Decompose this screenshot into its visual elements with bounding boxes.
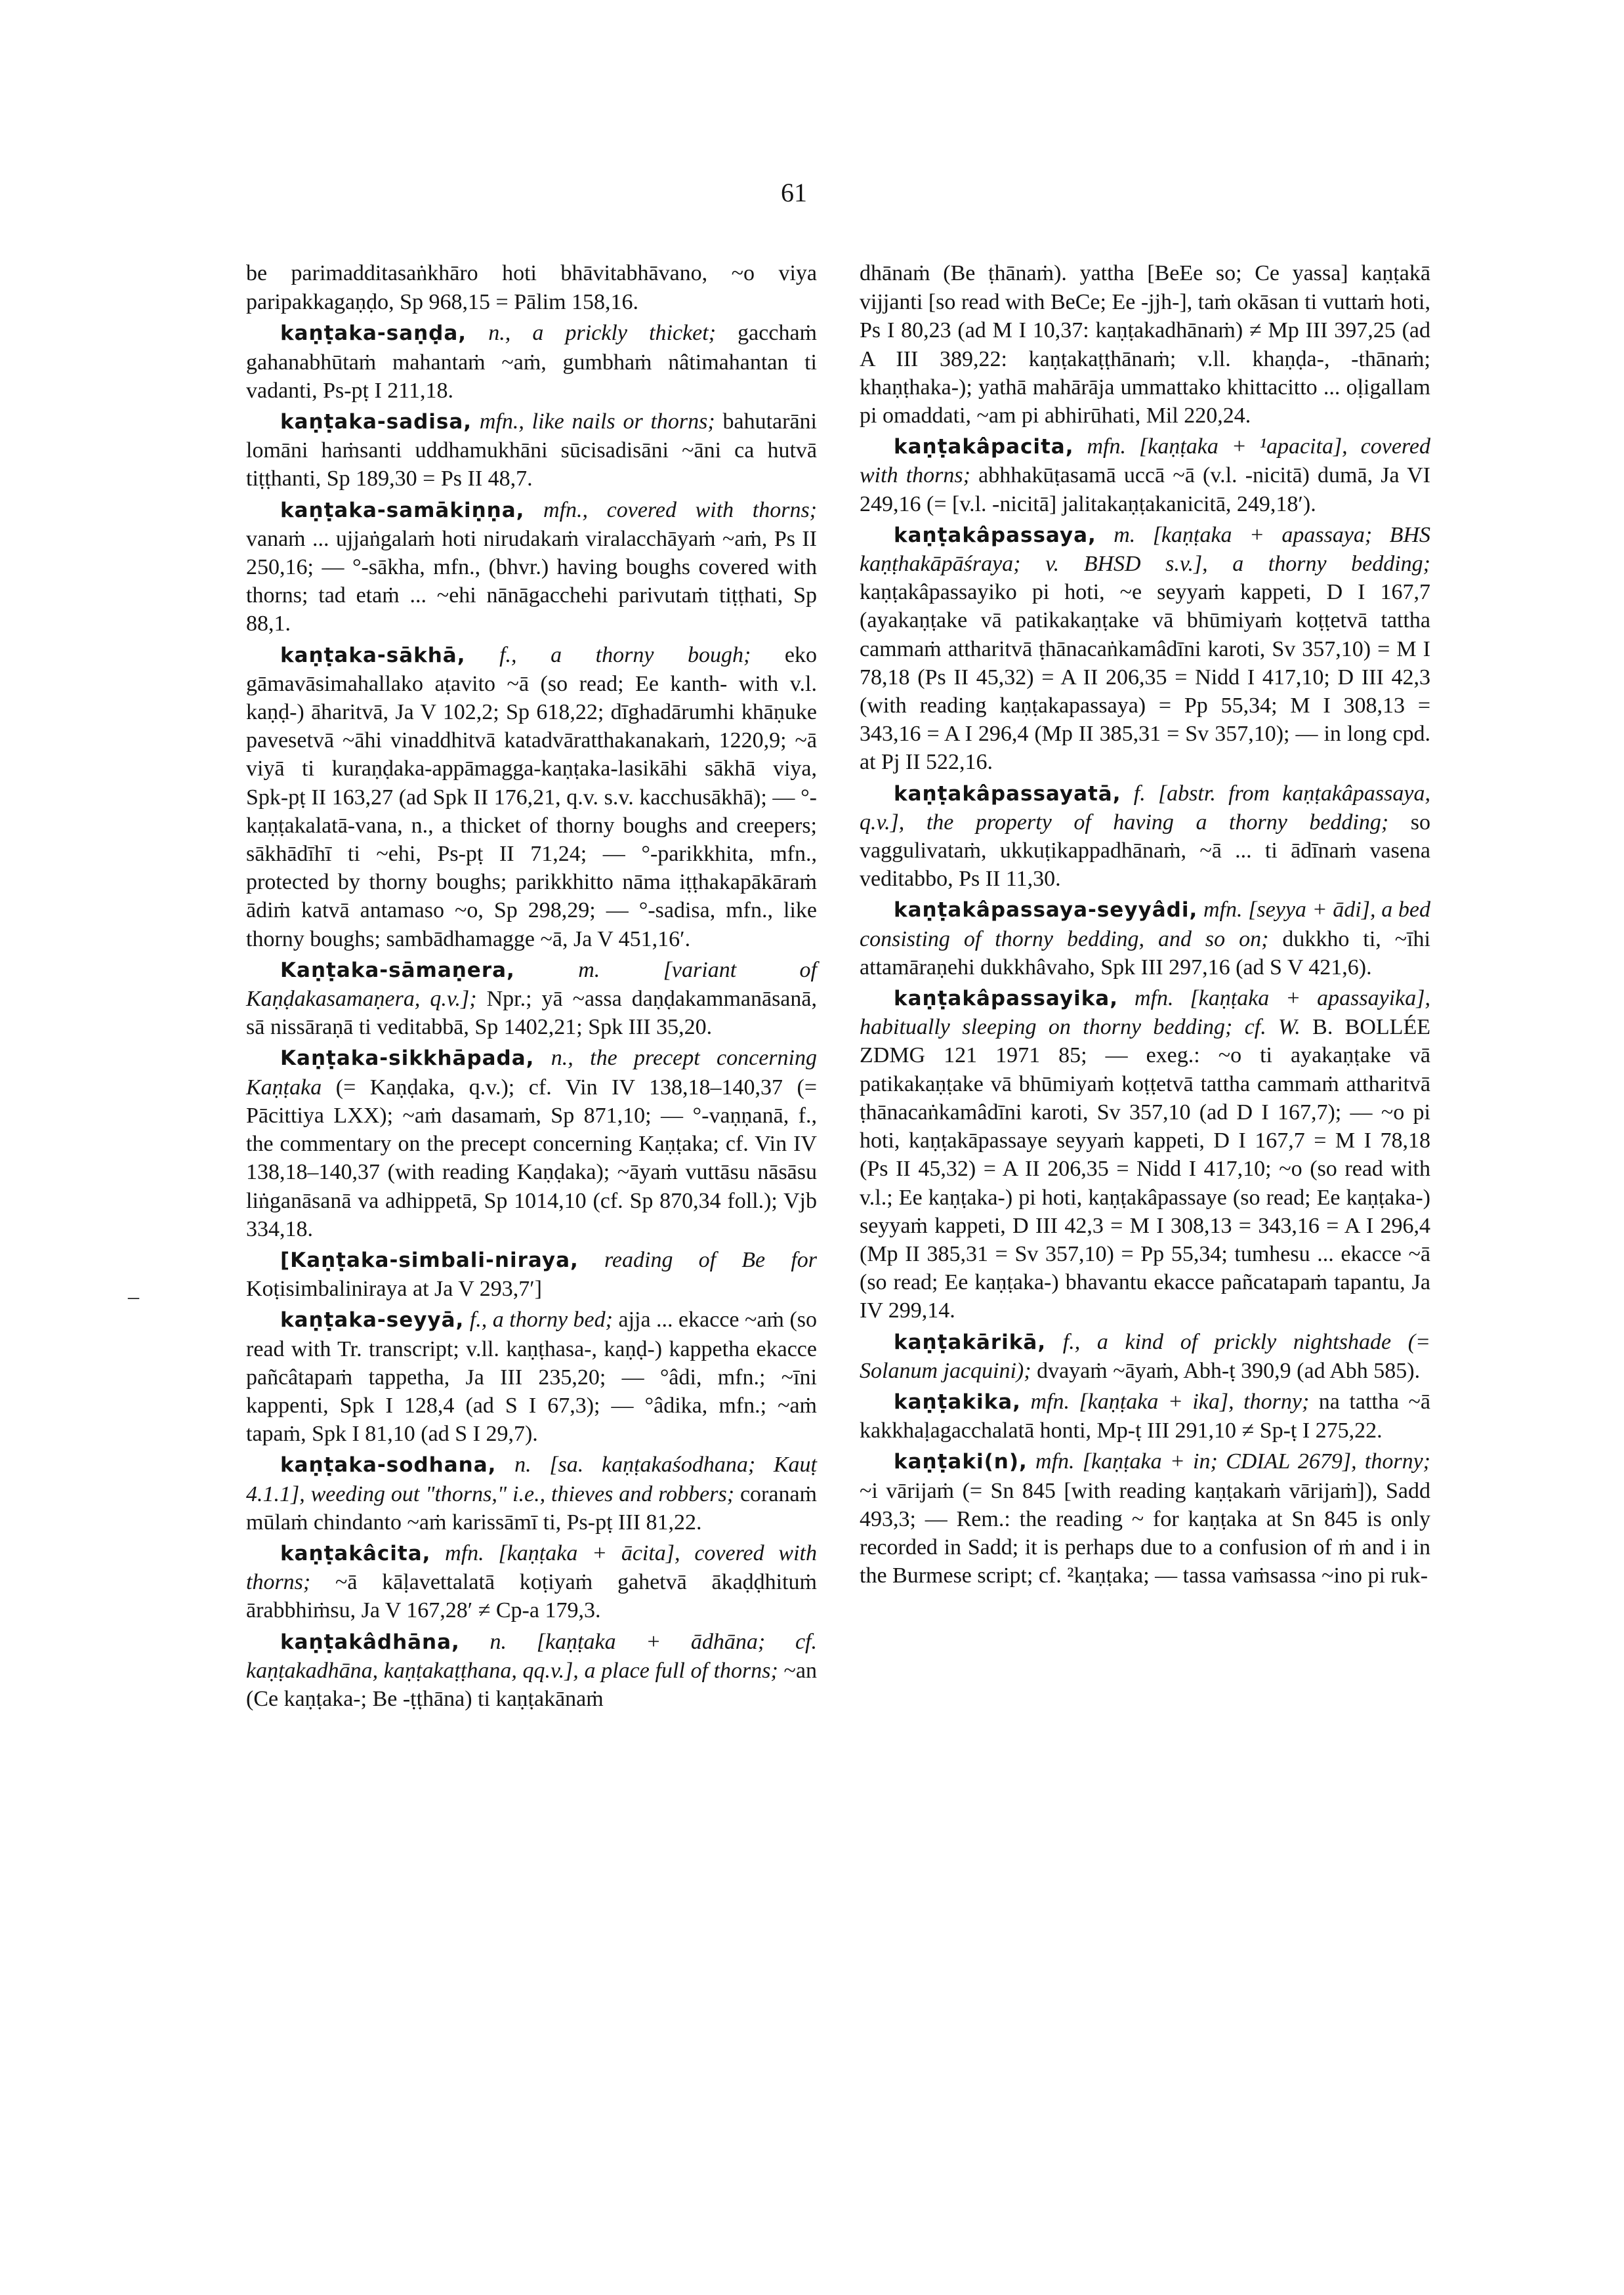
entry-body: dhānaṁ (Be ṭhānaṁ). yattha [BeEe so; Ce yassa] kaṇṭakā vijjanti [so read with BeCe; Ee -jjh-], taṁ okāsan ti vuttaṁ hoti, Ps I 80,23 (ad M I 10,37: kaṇṭakadhānaṁ) ≠ Mp III 397,25 (ad A III 389,22: kaṇṭakaṭṭhānaṁ; v.ll. khaṇḍa-, -thānaṁ; khaṇṭhaka-); yathā mahārāja ummattako khittacitto ... oḷigallam pi omaddati, ~am pi abhirūhati, Mil 220,24. (860, 261, 1430, 428)
entry-headword: kaṇṭakâpassaya, (894, 523, 1096, 547)
entry-body: vanaṁ ... ujjaṅgalaṁ hoti nirudakaṁ viralacchāyaṁ ~aṁ, Ps II 250,16; — °-sākha, mfn., (bhvr.) having boughs covered with thorns; tad etaṁ ... ~ehi nānāgacchehi parivutaṁ tiṭṭhati, Sp 88,1. (246, 526, 817, 636)
entry-headword: kaṇṭakika, (894, 1390, 1021, 1414)
entry-body: ~an (Ce kaṇṭaka-; Be -ṭṭhāna) ti kaṇṭakānaṁ (246, 1658, 817, 1711)
entry-body: ~ā kāḷavettalatā koṭiyaṁ gahetvā ākaḍḍhituṁ ārabbhiṁsu, Ja V 167,28′ ≠ Cp-a 179,3. (246, 1570, 817, 1623)
entry-grammar: mfn., covered with thorns; (524, 497, 817, 522)
entry-headword: kaṇṭakâpacita, (894, 435, 1074, 459)
entry-headword: kaṇṭaka-samākiṇṇa, (280, 498, 525, 522)
entry-body: B. BOLLÉE ZDMG 121 1971 85; — exeg.: ~o ti ayakaṇṭake vā patikakaṇṭake vā bhūmiyaṁ koṭṭetvā tattha cammaṁ attharitvā ṭhānacaṅkamâdīni karoti, Sv 357,10 (ad D I 167,7); — ~o pi hoti, kaṇṭakāpassaye seyyaṁ kappeti, D I 167,7 = M I 78,18 (Ps II 45,32) = A II 206,35 = Nidd I 417,10; ~o (so read with v.l.; Ee kaṇṭaka-) pi hoti, kaṇṭakâpassaye (so read; Ee kaṇṭaka-) seyyaṁ kappeti, D III 42,3 = M I 308,13 = 343,16 = A I 296,4 (Mp II 385,31 = Sv 357,10) = Pp 55,34; tumhesu ... ekacce ~ā (so read; Ee kaṇṭaka-) bhavantu ekacce pañcatapaṁ tapantu, Ja IV 299,14. (860, 1015, 1430, 1323)
entry-headword: kaṇṭakâdhāna, (280, 1630, 460, 1654)
left-column (246, 259, 817, 1716)
entry-body: abhhakūṭasamā uccā ~ā (v.l. -nicitā) dumā, Ja VI 249,16 (= [v.l. -nicitā] jalitakaṇṭakanicitā, 249,18′). (860, 463, 1430, 516)
entry-body: ~i vārijaṁ (= Sn 845 [with reading kaṇṭakaṁ vārijaṁ]), Sadd 493,3; — Rem.: the reading ~ for kaṇṭaka at Sn 845 is only recorded in Sadd; it is perhaps due to a confusion of ṁ and i in the Burmese script; cf. ²kaṇṭaka; — tassa vaṁsassa ~ino pi ruk- (860, 1478, 1430, 1588)
entry-grammar: m. [kaṇṭaka + apassaya; BHS kaṇṭhakāpāśraya; v. BHSD s.v.], a thorny bedding; (860, 522, 1430, 577)
entry-grammar: mfn. [kaṇṭaka + apassayika], habitually sleeping on thorny bedding; cf. W. (860, 986, 1430, 1040)
dictionary-entry (246, 1246, 817, 1303)
entry-headword: kaṇṭakārikā, (894, 1330, 1047, 1354)
entry-body: gacchaṁ gahanabhūtaṁ mahantaṁ ~aṁ, gumbhaṁ nâtimahantan ti vadanti, Ps-pṭ I 211,18. (246, 321, 817, 403)
dictionary-entry (246, 1539, 817, 1625)
dictionary-entry (246, 259, 817, 316)
entry-grammar: mfn., like nails or thorns; (472, 409, 715, 434)
dictionary-entry (860, 896, 1430, 982)
entry-grammar: f., a thorny bough; (465, 642, 751, 667)
entry-grammar: n. [kaṇṭaka + ādhāna; cf. kaṇṭakadhāna, kaṇṭakaṭṭhana, qq.v.], a place full of thorns; (246, 1629, 817, 1683)
entry-headword: kaṇṭaka-sadisa, (280, 410, 472, 434)
entry-body: Npr.; yā ~assa daṇḍakammanāsanā, sā nissāraṇā ti veditabbā, Sp 1402,21; Spk III 35,20. (246, 987, 817, 1040)
entry-grammar: mfn. [seyya + ādi], a bed consisting of thorny bedding, and so on; (860, 898, 1430, 951)
entry-grammar: mfn. [kaṇṭaka + in; CDIAL 2679], thorny; (1027, 1449, 1430, 1474)
entry-headword: [Kaṇṭaka-simbali-niraya, (280, 1248, 579, 1272)
margin-mark: – (128, 1285, 139, 1309)
dictionary-entry (246, 319, 817, 405)
entry-headword: kaṇṭaka-saṇḍa, (280, 321, 467, 346)
right-column (860, 259, 1430, 1592)
entry-grammar: mfn. [kaṇṭaka + ika], thorny; (1020, 1389, 1310, 1414)
entry-grammar: f., a kind of prickly nightshade (= Solanum jacquini); (860, 1329, 1430, 1383)
dictionary-entry (860, 432, 1430, 518)
entry-headword: kaṇṭakâpassaya-seyyâdi, (894, 898, 1198, 922)
dictionary-entry (246, 407, 817, 493)
entry-grammar: n., the precept concerning Kaṇṭaka (246, 1046, 817, 1100)
entry-body: Koṭisimbaliniraya at Ja V 293,7′] (246, 1277, 542, 1302)
entry-body: (= Kaṇḍaka, q.v.); cf. Vin IV 138,18–140,37 (= Pācittiya LXX); ~aṁ dasamaṁ, Sp 871,10; — °-vaṇṇanā, f., the commentary on the precept concerning Kaṇṭaka; cf. Vin IV 138,18–140,37 (with reading Kaṇḍaka); ~āyaṁ vuttāsu nāsāsu liṅganāsanā va adhippetā, Sp 1014,10 (cf. Sp 870,34 foll.); Vjb 334,18. (246, 1075, 817, 1241)
dictionary-entry (246, 1451, 817, 1537)
dictionary-entry (860, 259, 1430, 430)
entry-grammar: f. [abstr. from kaṇṭakâpassaya, q.v.], the property of having a thorny bedding; (860, 781, 1430, 835)
entry-body: be parimadditasaṅkhāro hoti bhāvitabhāvano, ~o viya paripakkagaṇḍo, Sp 968,15 = Pālim 158,16. (246, 261, 817, 315)
dictionary-entry (246, 956, 817, 1042)
page-number: 61 (781, 178, 807, 207)
dictionary-entry (860, 1388, 1430, 1445)
entry-grammar: mfn. [kaṇṭaka + ācita], covered with thorns; (246, 1540, 817, 1595)
entry-body: eko gāmavāsimahallako aṭavito ~ā (so read; Ee kanth- with v.l. kaṇḍ-) āharitvā, Ja V 102,2; Sp 618,22; dīghadārumhi khāṇuke pavesetvā ~āhi vinaddhitvā katadvāratthakanakaṁ, 1220,9; ~ā viyā ti kuraṇḍaka-appāmagga-kaṇṭaka-lasikāhi sākhā viya, Spk-pṭ II 163,27 (ad Spk II 176,21, q.v. s.v. kacchusākhā); — °-kaṇṭakalatā-vana, n., a thicket of thorny boughs and creepers; sākhādīhī ti ~ehi, Ps-pṭ II 71,24; — °-parikkhita, mfn., protected by thorny boughs; parikkhitto nāma iṭṭhakapākāraṁ ādiṁ katvā antamaso ~o, Sp 298,29; — °-sadisa, mfn., like thorny boughs; sambādhamagge ~ā, Ja V 451,16′. (246, 642, 817, 951)
entry-grammar: m. [variant of Kaṇḍakasamaṇera, q.v.]; (246, 957, 817, 1012)
entry-body: so vaggulivataṁ, ukkuṭikappadhānaṁ, ~ā ... ti ādīnaṁ vasena veditabbo, Ps II 11,30. (860, 810, 1430, 892)
entry-grammar: n. [sa. kaṇṭakaśodhana; Kauṭ 4.1.1], weeding out "thorns," i.e., thieves and robbers; (246, 1453, 817, 1506)
entry-headword: kaṇṭakâpassayatā, (894, 781, 1121, 806)
entry-body: coranaṁ mūlaṁ chindanto ~aṁ karissāmī ti, Ps-pṭ III 81,22. (246, 1481, 817, 1535)
entry-headword: kaṇṭakâcita, (280, 1541, 431, 1565)
dictionary-entry (860, 1447, 1430, 1590)
entry-body: kaṇṭakâpassayiko pi hoti, ~e seyyaṁ kappeti, D I 167,7 (ayakaṇṭake vā patikakaṇṭake vā bhūmiyaṁ koṭṭetvā tattha cammaṁ attharitvā ṭhānacaṅkamâdīni karoti, Sv 357,10) = M I 78,18 (Ps II 45,32) = A II 206,35 = Nidd I 417,10; D III 42,3 (with reading kaṇṭakapassaya) = Pp 55,34; M I 308,13 = 343,16 = A I 296,4 (Mp II 385,31 = Sv 357,10); — in long cpd. at Pj II 522,16. (860, 580, 1430, 775)
entry-body: bahutarāni lomāni haṁsanti uddhamukhāni sūcisadisāni ~āni ca hutvā tiṭṭhanti, Sp 189,30 = Ps II 48,7. (246, 409, 817, 491)
dictionary-entry (860, 779, 1430, 894)
dictionary-entry (246, 496, 817, 638)
dictionary-entry (246, 1044, 817, 1243)
dictionary-entry (860, 521, 1430, 777)
entry-grammar: mfn. [kaṇṭaka + ¹apacita], covered with thorns; (860, 434, 1430, 488)
entry-grammar: n., a prickly thicket; (467, 321, 717, 346)
entry-headword: kaṇṭakâpassayika, (894, 987, 1119, 1011)
entry-headword: kaṇṭaka-sodhana, (280, 1453, 497, 1478)
entry-headword: Kaṇṭaka-sikkhāpada, (280, 1046, 535, 1071)
dictionary-entry (246, 1628, 817, 1714)
entry-body: ajja ... ekacce ~aṁ (so read with Tr. transcript; v.ll. kaṇṭhasa-, kaṇḍ-) kappetha ekacce pañcâtapaṁ tappetha, Ja III 235,20; — °âdi, mfn.; ~īni kappenti, Spk I 128,4 (ad S I 67,3); — °âdika, mfn.; ~aṁ tapaṁ, Spk I 81,10 (ad S I 29,7). (246, 1308, 817, 1447)
entry-headword: kaṇṭaki(n), (894, 1450, 1028, 1474)
entry-body: na tattha ~ā kakkhaḷagacchalatā honti, Mp-ṭ III 291,10 ≠ Sp-ṭ I 275,22. (860, 1389, 1430, 1443)
entry-grammar: f., a thorny bed; (464, 1308, 613, 1333)
entry-headword: Kaṇṭaka-sāmaṇera, (280, 958, 515, 982)
dictionary-entry (246, 641, 817, 953)
entry-headword: kaṇṭaka-seyyā, (280, 1308, 465, 1333)
entry-headword: kaṇṭaka-sākhā, (280, 643, 466, 667)
dictionary-entry (860, 1328, 1430, 1385)
entry-body: dukkho ti, ~īhi attamāraṇehi dukkhâvaho, Spk III 297,16 (ad S V 421,6). (860, 926, 1431, 980)
dictionary-entry (860, 984, 1430, 1325)
entry-body: dvayaṁ ~āyaṁ, Abh-ṭ 390,9 (ad Abh 585). (1031, 1358, 1421, 1383)
dictionary-entry (246, 1306, 817, 1448)
entry-grammar: reading of Be for (578, 1247, 817, 1272)
